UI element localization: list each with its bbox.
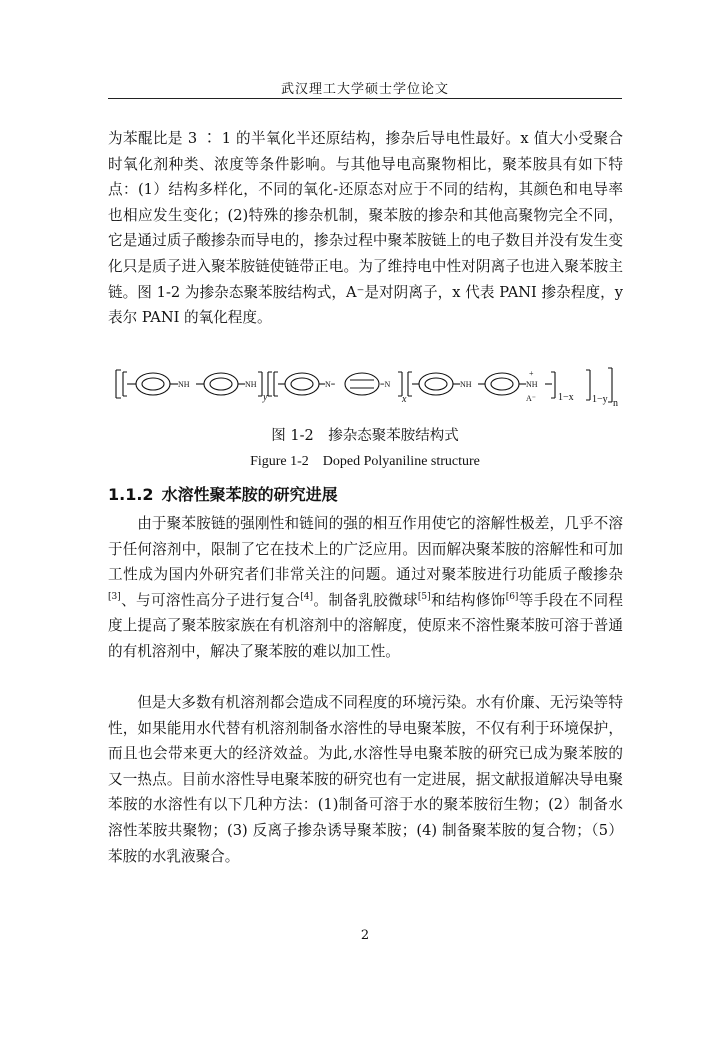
- citation-4: [4]: [300, 591, 314, 602]
- running-header: 武汉理工大学硕士学位论文: [280, 82, 449, 97]
- n-double-right: =N: [380, 380, 391, 389]
- quinoid-ring: [345, 373, 379, 395]
- subscript-1my: 1−y: [592, 394, 608, 405]
- y-bracket-close: [258, 372, 262, 396]
- y-bracket-open: [123, 372, 127, 396]
- x-bracket-open: [274, 372, 278, 396]
- benzene-ring-3: [285, 373, 319, 395]
- header-rule: [108, 98, 622, 99]
- section-heading: [108, 482, 622, 505]
- paragraph-1: 为苯醌比是 3 ∶ 1 的半氧化半还原结构，掺杂后导电性最好。x 值大小受聚合时氧化剂种类、浓度等条件影响。与其他导电高聚物相比，聚苯胺具有如下特点：(1）结构多样化，不同的氧化-还原态对应于不同的结构，其颜色和电导率也相应发生变化；(2)特殊的掺杂机制，聚苯胺的掺杂和其他高聚物完全不同，它是通过质子酸掺杂而导电的，掺杂过程中聚苯胺链上的电子数目并没有发生变化只是质子进入聚苯胺链使链带正电。为了维持电中性对阴离子也进入聚苯胺主链。图 1-2 为掺杂态聚苯胺结构式，A⁻是对阴离子，x 代表 PANI 掺杂程度，y 表尔 PANI 的氧化程度。: [108, 130, 623, 327]
- benzene-ring-5: [485, 373, 519, 395]
- outer-bracket-open: [116, 370, 121, 398]
- outer-bracket-close: [608, 368, 612, 402]
- nh-group-1: NH: [178, 380, 190, 389]
- para2-text-2: 、与可溶性高分子进行复合: [120, 591, 301, 609]
- nh-group-3: NH: [460, 380, 472, 389]
- subscript-x: x: [402, 394, 407, 405]
- n-double-left: N=: [325, 380, 336, 389]
- para2-text-4: 和结构修饰: [430, 591, 506, 609]
- benzene-ring-1: [136, 373, 170, 395]
- para2-text-1: 由于聚苯胺链的强刚性和链间的强的相互作用使它的溶解性极差，几乎不溶于任何溶剂中，限制了它在技术上的广泛应用。因而解决聚苯胺的溶解性和可加工性成为国内外研究者们非常关注的问题。通过对聚苯胺进行功能质子酸掺杂: [108, 515, 623, 584]
- subscript-y: y: [263, 392, 268, 403]
- citation-3: [3]: [108, 591, 121, 602]
- paragraph-3: 但是大多数有机溶剂都会造成不同程度的环境污染。水有价廉、无污染等特性，如果能用水代替有机溶剂制备水溶性的导电聚苯胺，不仅有利于环境保护，而且也会带来更大的经济效益。为此,水溶性导电聚苯胺的研究已成为聚苯胺的又一热点。目前水溶性导电聚苯胺的研究也有一定进展，据文献报道解决导电聚苯胺的水溶性有以下几种方法：(1)制备可溶于水的聚苯胺衍生物；(2）制备水溶性苯胺共聚物；(3) 反离子掺杂诱导聚苯胺；(4) 制备聚苯胺的复合物；（5）苯胺的水乳液聚合。: [108, 694, 623, 865]
- nh-plus-group: NH: [526, 380, 538, 389]
- nh-group-2: NH: [245, 380, 257, 389]
- benzene-ring-2: [204, 373, 238, 395]
- subscript-n: n: [613, 398, 618, 409]
- figure-caption-cn: 图 1-2 掺杂态聚苯胺结构式: [271, 428, 459, 444]
- para2-text-3: 。制备乳胶微球: [313, 591, 418, 609]
- bracket-3-open: [408, 372, 412, 396]
- subscript-1mx: 1−x: [558, 392, 574, 403]
- outer-bracket-2-open: [268, 372, 272, 396]
- benzene-ring-4: [419, 373, 453, 395]
- bracket-1my-close: [586, 370, 590, 400]
- figure-caption-en: Figure 1-2 Doped Polyaniline structure: [250, 454, 480, 469]
- doped-polyaniline-formula: [112, 356, 622, 416]
- page-number: 2: [360, 928, 370, 943]
- citation-6: [6]: [505, 591, 519, 602]
- section-number: 1.1.2: [108, 485, 154, 504]
- x-bracket-close: [398, 372, 402, 396]
- counter-ion: A⁻: [526, 394, 536, 403]
- para2-text-5: 等手段在不同程度上提高了聚苯胺家族在有机溶剂中的溶解度，使原来不溶性聚苯胺可溶于普通的有机溶剂中，解决了聚苯胺的难以加工性。: [108, 591, 623, 660]
- section-title: 水溶性聚苯胺的研究进展: [161, 485, 338, 504]
- bracket-1mx-close: [551, 372, 555, 398]
- plus-charge: +: [529, 369, 534, 378]
- paragraph-2: [108, 511, 623, 665]
- citation-5: [5]: [417, 591, 431, 602]
